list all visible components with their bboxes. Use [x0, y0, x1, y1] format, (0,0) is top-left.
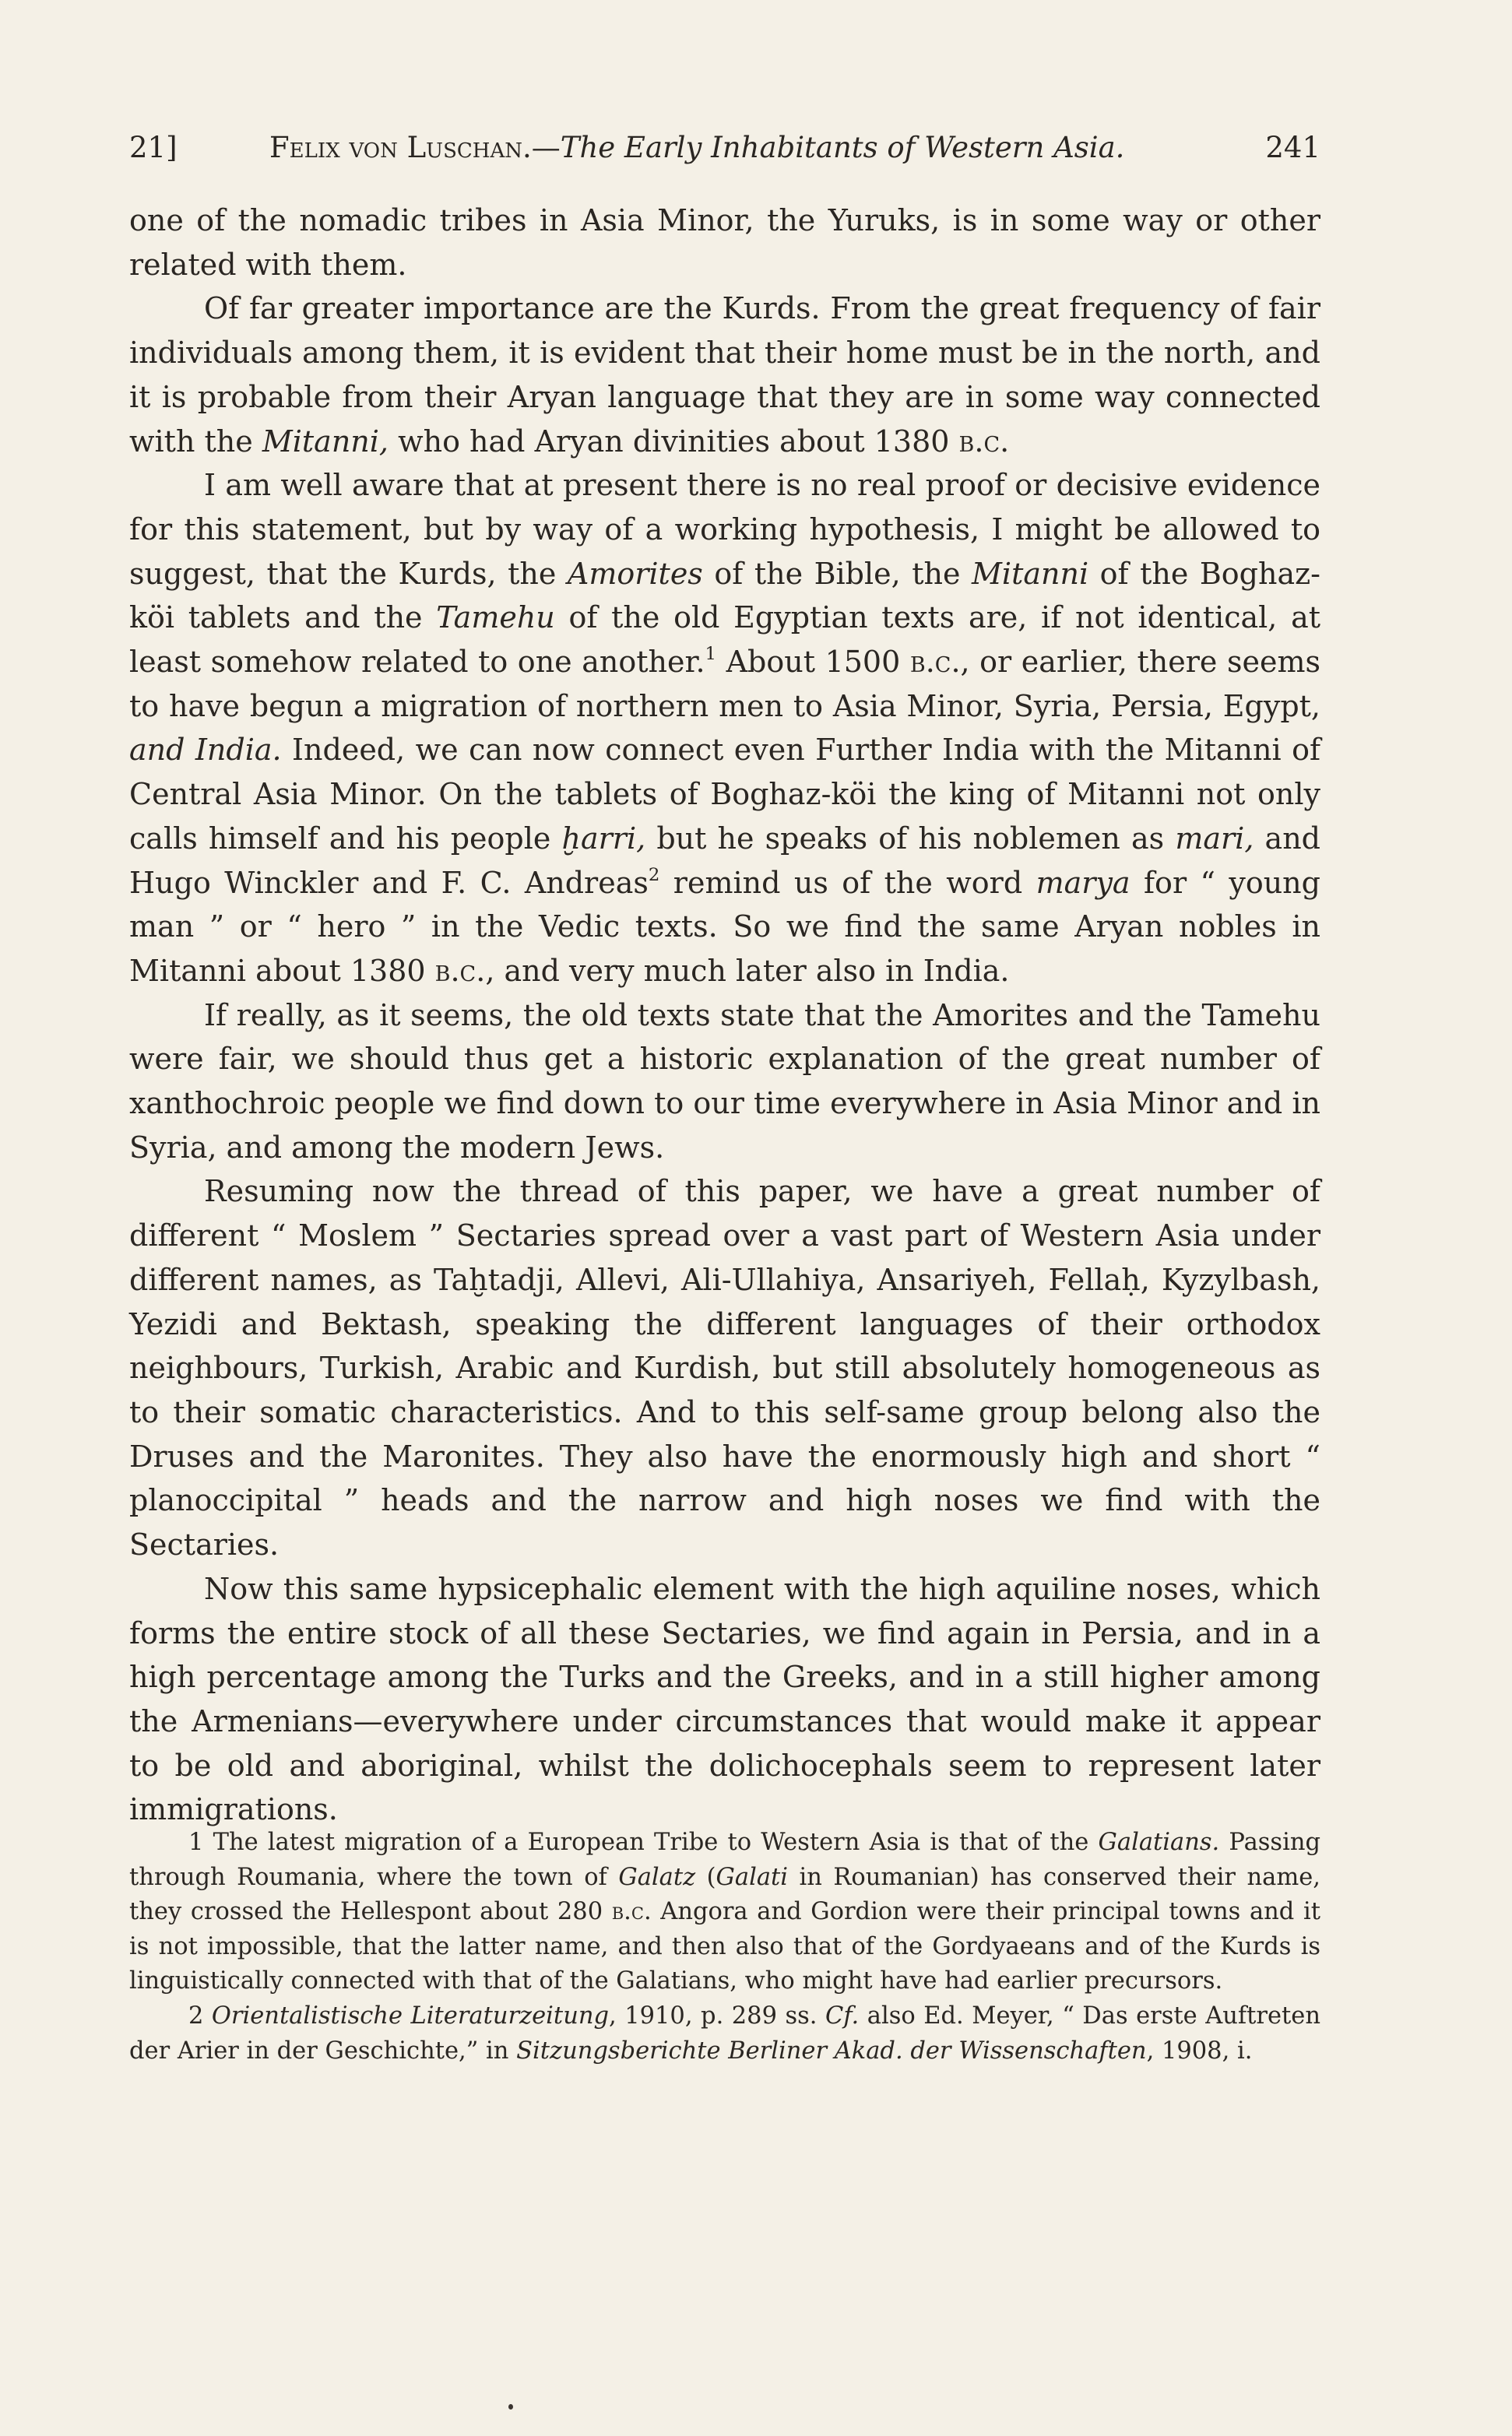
paragraph-6: Now this same hypsicephalic element with the high aquiline noses, which forms the entire stock of all these Sectaries, we find again in Persia, and in a high percentage among the Turks and the Greeks, and in a still higher among the Armenians—everywhere under circumstances that would make it appear to be old and aboriginal, whilst the dolichocephals seem to represent later immigrations.	[129, 1571, 1320, 1827]
term-mitanni: Mitanni	[972, 556, 1089, 591]
paragraph-2: Of far greater importance are the Kurds. From the great frequency of fair individuals among them, it is evident that their home must be in the north, and it is probable from their Aryan language that they are in some way connected with the Mitanni, who had Aryan divinities about 1380 b.c.	[129, 291, 1320, 459]
footnote-ref-1: 1	[705, 644, 717, 665]
term-india: and India.	[129, 733, 282, 768]
paragraph-4: If really, as it seems, the old texts state that the Amorites and the Tamehu were fair, we should thus get a historic explanation of the great number of xanthochroic people we find down to our time everywhere in Asia Minor and in Syria, and among the modern Jews.	[129, 997, 1320, 1165]
term-mitanni: Mitanni,	[262, 424, 389, 459]
paragraph-3: I am well aware that at present there is no real proof or decisive evidence for this statement, but by way of a working hypothesis, I might be allowed to suggest, that the Kurds, the Amorites of the Bible, the Mitanni of the Boghaz-köi tablets and the Tamehu of the old Egyptian texts are, if not identical, at least somehow related to one another.$^1$ About 1500 b.c., or earlier, there seems to have begun a migration of northern men to Asia Minor, Syria, Persia, Egypt, and India. Indeed, we can now connect even Further India with the Mitanni of Central Asia Minor. On the tablets of Boghaz-köi the king of Mitanni not only calls himself and his people ḫarri, but he speaks of his noblemen as mari, and Hugo Winckler and F. C. Andreas$^2$ remind us of the word marya for “ young man ” or “ hero ” in the Vedic texts. So we find the same Aryan nobles in Mitanni about 1380 b.c., and very much later also in India.	[129, 468, 1321, 988]
page-number: 241	[1265, 131, 1320, 164]
footnotes	[129, 1826, 1320, 2069]
footnote-number: 1	[188, 1829, 204, 1856]
term-marya: marya	[1036, 865, 1130, 900]
running-title	[269, 117, 1124, 179]
section-number: 21]	[129, 131, 178, 164]
footnote-2: 2 Orientalistische Literaturzeitung, 1910, p. 289 ss. Cf. also Ed. Meyer, “ Das erste Auftreten der Arier in der Geschichte,” in Sitzungsberichte Berliner Akad. der Wissenschaften, 1908, i.	[129, 2002, 1320, 2065]
era-abbrev: b.c.	[909, 645, 961, 680]
running-header	[129, 117, 1320, 179]
header-dash: —	[531, 131, 561, 164]
ink-speck	[508, 2404, 513, 2410]
body-text	[129, 199, 1320, 1832]
term-tamehu: Tamehu	[436, 600, 555, 635]
term-harri: ḫarri,	[561, 821, 646, 856]
term-mari: mari,	[1175, 821, 1254, 856]
author-name: Felix von Luschan.	[269, 131, 532, 164]
paragraph-5: Resuming now the thread of this paper, we have a great number of different “ Moslem ” Sectaries spread over a vast part of Western Asia under different names, as Taḫtadji, Allevi, Ali-Ullahiya, Ansariyeh, Fellaḥ, Kyzylbash, Yezidi and Bektash, speaking the different languages of their orthodox neighbours, Turkish, Arabic and Kurdish, but still absolutely homogeneous as to their somatic characteristics. And to this self-same group belong also the Druses and the Maronites. They also have the enormously high and short “ planoccipital ” heads and the narrow and high noses we find with the Sectaries.	[129, 1174, 1320, 1562]
era-abbrev: b.c.	[434, 953, 486, 988]
footnote-number: 2	[188, 2002, 204, 2030]
footnote-1: 1 The latest migration of a European Tribe to Western Asia is that of the Galatians. Passing through Roumania, where the town of Galatz (Galati in Roumanian) has conserved their name, they crossed the Hellespont about 280 b.c. Angora and Gordion were their principal towns and it is not impossible, that the latter name, and then also that of the Gordyaeans and of the Kurds is linguistically connected with that of the Galatians, who might have had earlier precursors.	[129, 1829, 1320, 1995]
footnote-ref-2: 2	[648, 864, 660, 885]
article-title: The Early Inhabitants of Western Asia.	[560, 131, 1125, 164]
term-amorites: Amorites	[567, 556, 703, 591]
paragraph-1: one of the nomadic tribes in Asia Minor, the Yuruks, is in some way or other related with them.	[129, 203, 1320, 282]
era-abbrev: b.c.	[958, 424, 1010, 459]
